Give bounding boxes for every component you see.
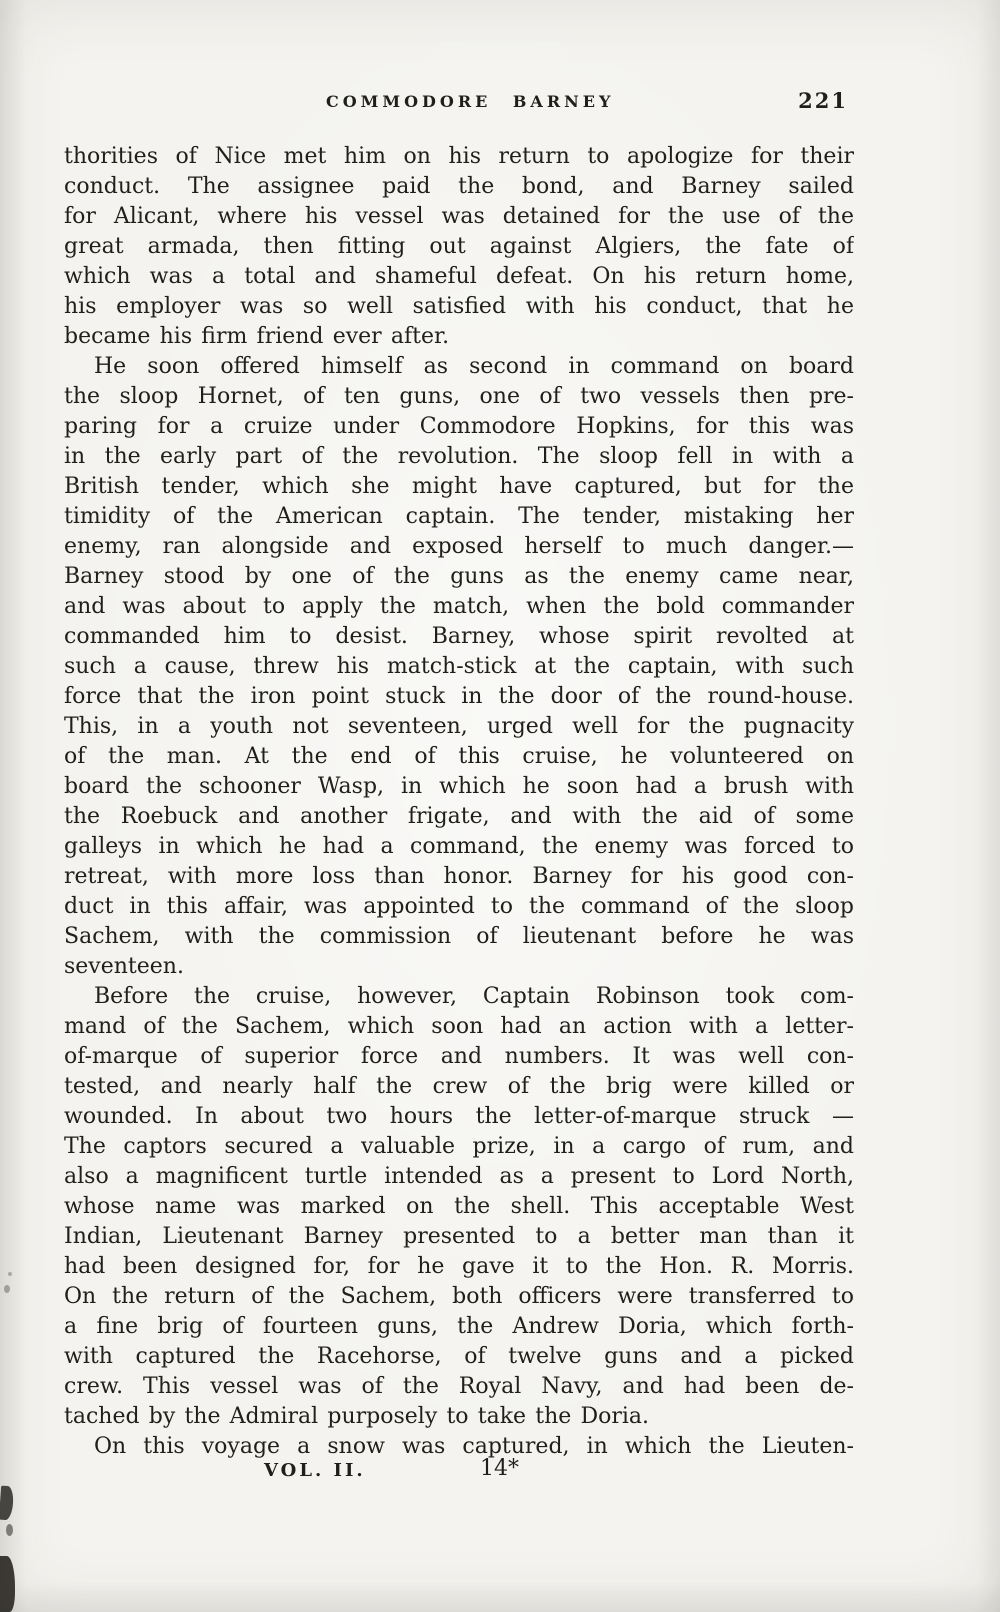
text-line: force that the iron point stuck in the door of the round-house. [64,684,854,709]
scan-artifact [6,1524,13,1536]
text-line: Sachem, with the commission of lieutenant before he was [64,924,854,949]
text-line: had been designed for, for he gave it to the Hon. R. Morris. [64,1254,854,1279]
text-line: tested, and nearly half the crew of the brig were killed or [64,1074,854,1099]
text-line: crew. This vessel was of the Royal Navy, and had been de- [64,1374,854,1399]
text-line: tached by the Admiral purposely to take the Doria. [64,1404,650,1429]
text-line: of the man. At the end of this cruise, he volunteered on [64,744,854,769]
text-line: On this voyage a snow was captured, in which the Lieuten- [94,1434,854,1459]
text-line: seventeen. [64,954,184,979]
text-line: which was a total and shameful defeat. On his return home, [64,264,854,289]
text-line: of-marque of superior force and numbers. It was well con- [64,1044,854,1069]
text-line: On the return of the Sachem, both officers were transferred to [64,1284,854,1309]
text-line: timidity of the American captain. The tender, mistaking her [64,504,854,529]
running-head [0,88,1000,118]
text-line: for Alicant, where his vessel was detained for the use of the [64,204,854,229]
text-line: enemy, ran alongside and exposed herself to much danger.— [64,534,854,559]
text-line: great armada, then fitting out against Algiers, the fate of [64,234,854,259]
text-line: This, in a youth not seventeen, urged well for the pugnacity [64,714,854,739]
text-line: conduct. The assignee paid the bond, and Barney sailed [64,174,854,199]
text-line: Before the cruise, however, Captain Robinson took com- [94,984,854,1009]
text-line: and was about to apply the match, when the bold commander [64,594,854,619]
running-head-title: COMMODORE BARNEY [326,92,615,111]
text-line: whose name was marked on the shell. This acceptable West [64,1194,854,1219]
page-number: 221 [798,88,848,113]
text-line: The captors secured a valuable prize, in a cargo of rum, and [64,1134,854,1159]
page-footer [64,1456,854,1486]
text-line: also a magnificent turtle intended as a present to Lord North, [64,1164,854,1189]
body-text-block [64,142,854,1462]
text-line: Indian, Lieutenant Barney presented to a better man than it [64,1224,854,1249]
volume-label: VOL. II. [264,1460,366,1481]
text-line: the Roebuck and another frigate, and with the aid of some [64,804,854,829]
text-line: became his firm friend ever after. [64,324,450,349]
scan-artifact [4,1285,10,1293]
text-line: commanded him to desist. Barney, whose spirit revolted at [64,624,854,649]
scan-artifact [0,1556,15,1612]
text-line: mand of the Sachem, which soon had an action with a letter- [64,1014,854,1039]
text-line: a fine brig of fourteen guns, the Andrew Doria, which forth- [64,1314,854,1339]
text-line: the sloop Hornet, of ten guns, one of two vessels then pre- [64,384,854,409]
text-line: paring for a cruize under Commodore Hopkins, for this was [64,414,854,439]
text-line: with captured the Racehorse, of twelve guns and a picked [64,1344,854,1369]
text-line: British tender, which she might have captured, but for the [64,474,854,499]
text-line: He soon offered himself as second in command on board [94,354,854,379]
text-line: board the schooner Wasp, in which he soon had a brush with [64,774,854,799]
text-line: wounded. In about two hours the letter-of-marque struck — [64,1104,854,1129]
scan-artifact [8,1272,12,1276]
text-line: galleys in which he had a command, the enemy was forced to [64,834,854,859]
text-line: thorities of Nice met him on his return to apologize for their [64,144,854,169]
signature-mark: 14* [480,1456,519,1481]
scan-artifact [0,1486,14,1521]
text-line: in the early part of the revolution. The sloop fell in with a [64,444,854,469]
text-line: Barney stood by one of the guns as the enemy came near, [64,564,854,589]
text-line: such a cause, threw his match-stick at the captain, with such [64,654,854,679]
text-line: retreat, with more loss than honor. Barney for his good con- [64,864,854,889]
text-line: his employer was so well satisfied with his conduct, that he [64,294,854,319]
text-line: duct in this affair, was appointed to the command of the sloop [64,894,854,919]
